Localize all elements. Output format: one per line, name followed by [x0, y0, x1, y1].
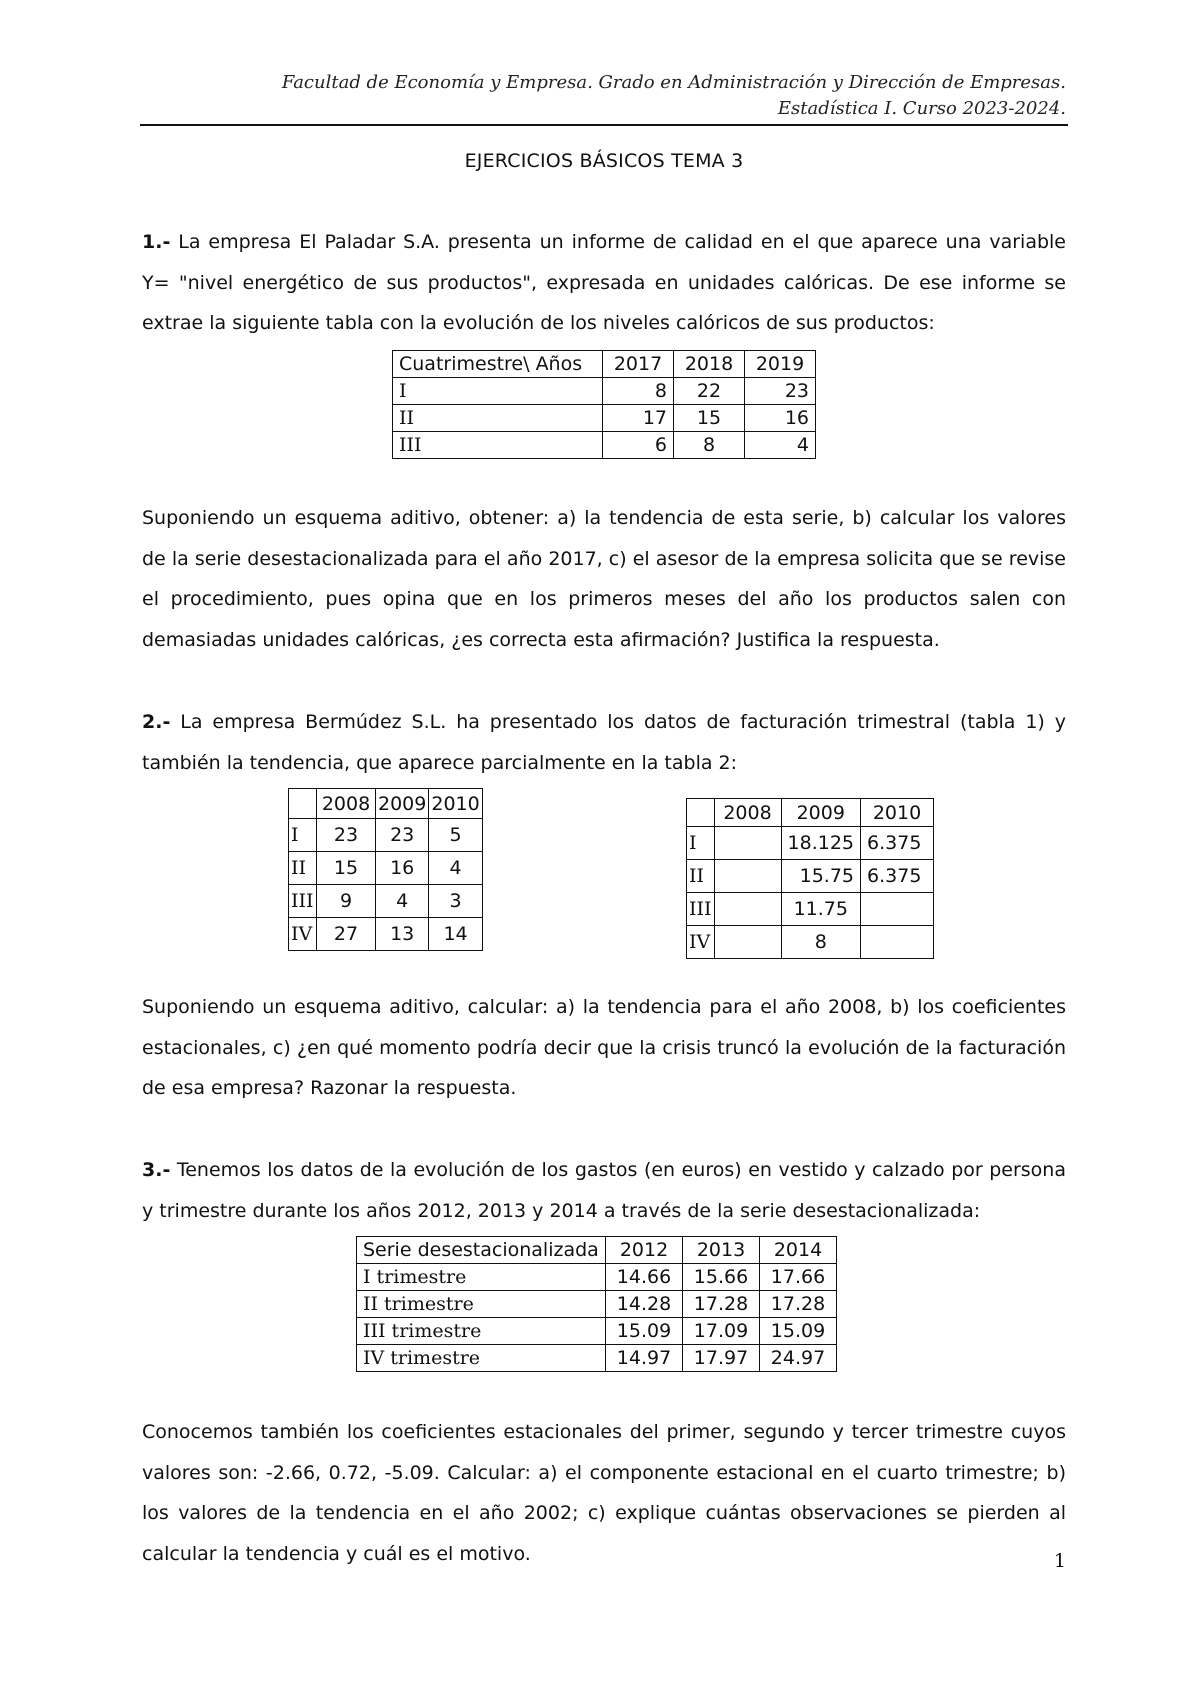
row-label — [357, 1318, 606, 1345]
table-row — [289, 918, 483, 951]
table-row — [357, 1291, 837, 1318]
year-header: 2009 — [376, 789, 429, 819]
year-header: 2018 — [674, 351, 745, 378]
exercise-1-question: Suponiendo un esquema aditivo, obtener: a) la tendencia de esta serie, b) calcular los valores de la serie desestacionalizada para el año 2017, c) el asesor de la empresa solicita que se revise el procedimiento, pues opina que en los primeros meses del año los productos salen con demasiadas unidades calóricas, ¿es correcta esta afirmación? Justifica la respuesta. — [142, 507, 1066, 651]
row-label: II — [687, 860, 715, 893]
row-label: II — [289, 852, 317, 885]
table-cell — [714, 827, 781, 860]
page-header — [142, 70, 1066, 122]
table-row — [687, 893, 934, 926]
table-cell: 17 — [603, 405, 674, 432]
page-number: 1 — [1053, 1550, 1066, 1572]
exercise-3-statement — [142, 1150, 1066, 1231]
table-cell: 4 — [745, 432, 816, 459]
table-cell — [714, 860, 781, 893]
row-label: II — [393, 405, 603, 432]
year-header: 2013 — [683, 1237, 760, 1264]
year-header: 2014 — [760, 1237, 837, 1264]
table-cell: 15 — [317, 852, 376, 885]
exercise-2-table-1 — [288, 788, 483, 951]
exercise-2-text: La empresa Bermúdez S.L. ha presentado los datos de facturación trimestral (tabla 1) y también la tendencia, que aparece parcialmente en la tabla 2: — [142, 711, 1066, 774]
exercise-3-table — [356, 1236, 837, 1372]
table-cell: 22 — [674, 378, 745, 405]
row-label-text: IV trimestre — [363, 1347, 481, 1369]
row-label — [357, 1264, 606, 1291]
table-cell: 3 — [429, 885, 482, 918]
exercise-3-question: Conocemos también los coeficientes estacionales del primer, segundo y tercer trimestre cuyos valores son: -2.66, 0.72, -5.09. Calcular: a) el componente estacional en el cuarto trimestre; b) los valores de la tendencia en el año 2002; c) explique cuántas observaciones se pierden al calcular la tendencia y cuál es el motivo. — [142, 1421, 1066, 1565]
table-cell: 16 — [376, 852, 429, 885]
table-row — [393, 405, 816, 432]
header-line-faculty: Facultad de Economía y Empresa. Grado en Administración y Dirección de Empresas. — [281, 72, 1066, 93]
row-label: I — [289, 819, 317, 852]
table-cell: 23 — [317, 819, 376, 852]
table-cell: 14.66 — [606, 1264, 683, 1291]
header-rule — [140, 124, 1068, 126]
row-label: IV — [687, 926, 715, 959]
table-cell: 8 — [781, 926, 860, 959]
table-cell: 15.09 — [606, 1318, 683, 1345]
exercise-3-number: 3.- — [142, 1159, 171, 1181]
exercise-2-question: Suponiendo un esquema aditivo, calcular: a) la tendencia para el año 2008, b) los coeficientes estacionales, c) ¿en qué momento podría decir que la crisis truncó la evolución de la facturación de esa empresa? Razonar la respuesta. — [142, 996, 1066, 1099]
table-row — [357, 1318, 837, 1345]
table-cell: 9 — [317, 885, 376, 918]
table-cell: 8 — [674, 432, 745, 459]
row-label — [357, 1291, 606, 1318]
table-cell: 6.375 — [861, 860, 934, 893]
table-cell: 14.28 — [606, 1291, 683, 1318]
year-header: 2010 — [861, 799, 934, 827]
row-label-text: I trimestre — [363, 1266, 467, 1288]
year-header: 2012 — [606, 1237, 683, 1264]
page-title: EJERCICIOS BÁSICOS TEMA 3 — [464, 150, 744, 172]
table-cell: 4 — [376, 885, 429, 918]
table-cell: 5 — [429, 819, 482, 852]
table-row — [289, 819, 483, 852]
table-cell — [861, 926, 934, 959]
row-label — [357, 1345, 606, 1372]
row-label-text: II trimestre — [363, 1293, 474, 1315]
table-cell: 6 — [603, 432, 674, 459]
exercise-2-number: 2.- — [142, 711, 171, 733]
year-header: 2008 — [714, 799, 781, 827]
table-cell: 17.09 — [683, 1318, 760, 1345]
table-cell: 15.09 — [760, 1318, 837, 1345]
table-cell: 16 — [745, 405, 816, 432]
table-cell: 23 — [745, 378, 816, 405]
exercise-1-text: La empresa El Paladar S.A. presenta un informe de calidad en el que aparece una variable Y= "nivel energético de sus productos", expresada en unidades calóricas. De ese informe se extrae la siguiente tabla con la evolución de los niveles calóricos de sus productos: — [142, 231, 1066, 334]
table-cell: 4 — [429, 852, 482, 885]
table-cell: 17.28 — [683, 1291, 760, 1318]
header-line-course: Estadística I. Curso 2023-2024. — [777, 98, 1066, 119]
table-row — [687, 860, 934, 893]
table-corner-header: Cuatrimestre\ Años — [393, 351, 603, 378]
table-row — [393, 378, 816, 405]
table-cell — [714, 893, 781, 926]
table-cell: 17.28 — [760, 1291, 837, 1318]
table-row — [687, 827, 934, 860]
table-cell — [714, 926, 781, 959]
table-corner-header — [289, 789, 317, 819]
row-label: III — [289, 885, 317, 918]
year-header: 2008 — [317, 789, 376, 819]
table-cell: 8 — [603, 378, 674, 405]
exercise-2-statement — [142, 702, 1066, 783]
table-row — [357, 1264, 837, 1291]
year-header: 2017 — [603, 351, 674, 378]
table-cell: 14.97 — [606, 1345, 683, 1372]
table-row — [687, 926, 934, 959]
exercise-1-table — [392, 350, 816, 459]
row-label: I — [687, 827, 715, 860]
table-cell: 17.66 — [760, 1264, 837, 1291]
exercise-1-statement — [142, 222, 1066, 344]
row-label-text: III trimestre — [363, 1320, 482, 1342]
table-cell: 17.97 — [683, 1345, 760, 1372]
row-label: IV — [289, 918, 317, 951]
table-cell: 27 — [317, 918, 376, 951]
table-cell: 15 — [674, 405, 745, 432]
table-corner-header: Serie desestacionalizada — [357, 1237, 606, 1264]
table-cell: 15.66 — [683, 1264, 760, 1291]
year-header: 2010 — [429, 789, 482, 819]
row-label: III — [687, 893, 715, 926]
table-cell: 6.375 — [861, 827, 934, 860]
table-cell: 23 — [376, 819, 429, 852]
table-cell: 15.75 — [781, 860, 860, 893]
row-label: III — [393, 432, 603, 459]
table-row — [289, 852, 483, 885]
table-row — [357, 1345, 837, 1372]
year-header: 2019 — [745, 351, 816, 378]
table-cell: 14 — [429, 918, 482, 951]
table-row — [393, 432, 816, 459]
table-cell: 18.125 — [781, 827, 860, 860]
table-corner-header — [687, 799, 715, 827]
exercise-2-table-2 — [686, 798, 934, 959]
table-row — [289, 885, 483, 918]
exercise-3-text: Tenemos los datos de la evolución de los gastos (en euros) en vestido y calzado por persona y trimestre durante los años 2012, 2013 y 2014 a través de la serie desestacionalizada: — [142, 1159, 1066, 1222]
exercise-1-number: 1.- — [142, 231, 171, 253]
row-label: I — [393, 378, 603, 405]
table-cell: 13 — [376, 918, 429, 951]
table-cell: 11.75 — [781, 893, 860, 926]
year-header: 2009 — [781, 799, 860, 827]
table-cell — [861, 893, 934, 926]
table-cell: 24.97 — [760, 1345, 837, 1372]
